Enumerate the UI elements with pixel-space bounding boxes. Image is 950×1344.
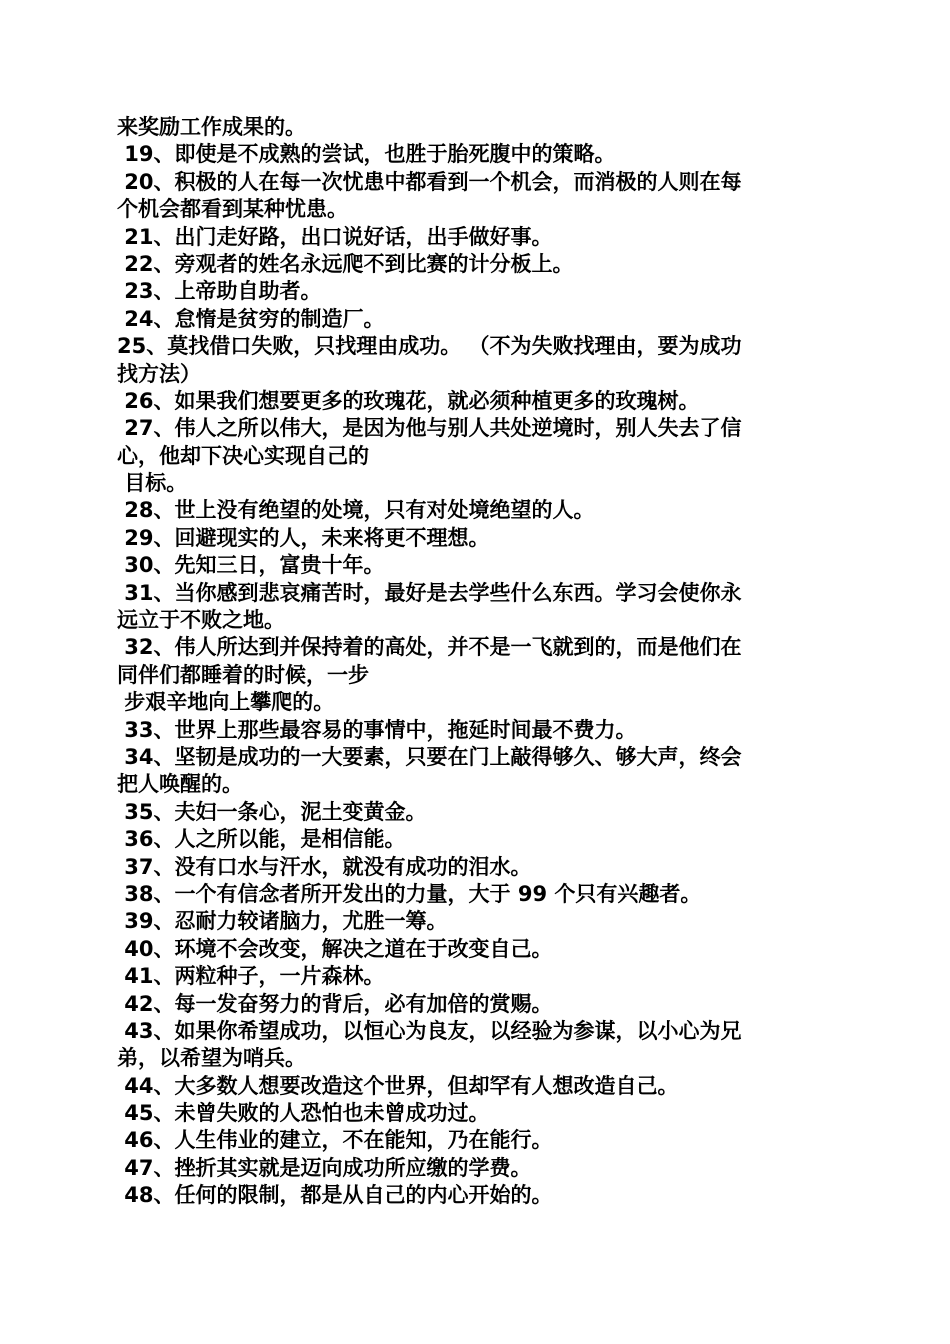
text-line: 同伴们都睡着的时候，一步 <box>117 662 369 687</box>
text-line: 22、旁观者的姓名永远爬不到比赛的计分板上。 <box>117 251 574 276</box>
text-line: 23、上帝助自助者。 <box>117 279 322 304</box>
text-line: 36、人之所以能，是相信能。 <box>117 827 406 852</box>
text-line: 弟，以希望为哨兵。 <box>117 1046 306 1071</box>
text-line: 44、大多数人想要改造这个世界，但却罕有人想改造自己。 <box>117 1073 679 1098</box>
text-line: 心，他却下决心实现自己的 <box>117 443 369 468</box>
text-line: 把人唤醒的。 <box>117 772 243 797</box>
text-line: 47、挫折其实就是迈向成功所应缴的学费。 <box>117 1155 532 1180</box>
text-line: 48、任何的限制，都是从自己的内心开始的。 <box>117 1183 553 1208</box>
text-line: 24、怠惰是贫穷的制造厂。 <box>117 306 385 331</box>
text-line: 37、没有口水与汗水，就没有成功的泪水。 <box>117 854 532 879</box>
text-line: 步艰辛地向上攀爬的。 <box>117 690 335 715</box>
text-line: 45、未曾失败的人恐怕也未曾成功过。 <box>117 1101 490 1126</box>
text-line: 来奖励工作成果的。 <box>117 115 306 139</box>
text-line: 个机会都看到某种忧患。 <box>117 197 348 222</box>
text-line: 46、人生伟业的建立，不在能知，乃在能行。 <box>117 1128 553 1153</box>
text-line: 21、出门走好路，出口说好话，出手做好事。 <box>117 224 553 249</box>
text-line: 42、每一发奋努力的背后，必有加倍的赏赐。 <box>117 991 553 1016</box>
document-page <box>117 114 827 1210</box>
text-line: 40、环境不会改变，解决之道在于改变自己。 <box>117 936 553 961</box>
text-line: 目标。 <box>117 471 188 496</box>
text-line: 25、莫找借口失败，只找理由成功。 （不为失败找理由，要为成功 <box>117 334 742 359</box>
text-line: 35、夫妇一条心，泥土变黄金。 <box>117 799 427 824</box>
text-line: 33、世界上那些最容易的事情中，拖延时间最不费力。 <box>117 717 637 742</box>
text-line: 34、坚韧是成功的一大要素，只要在门上敲得够久、够大声，终会 <box>117 744 742 769</box>
text-line: 找方法） <box>117 361 201 386</box>
text-line: 41、两粒种子，一片森林。 <box>117 964 385 989</box>
text-line: 19、即使是不成熟的尝试，也胜于胎死腹中的策略。 <box>117 142 616 167</box>
text-line: 32、伟人所达到并保持着的高处，并不是一飞就到的，而是他们在 <box>117 635 742 660</box>
text-line: 20、积极的人在每一次忧患中都看到一个机会，而消极的人则在每 <box>117 169 742 194</box>
text-line: 43、如果你希望成功，以恒心为良友，以经验为参谋，以小心为兄 <box>117 1018 742 1043</box>
text-line: 28、世上没有绝望的处境，只有对处境绝望的人。 <box>117 498 595 523</box>
text-line: 38、一个有信念者所开发出的力量，大于 99 个只有兴趣者。 <box>117 881 702 906</box>
text-line: 30、先知三日，富贵十年。 <box>117 553 385 578</box>
text-line: 26、如果我们想要更多的玫瑰花，就必须种植更多的玫瑰树。 <box>117 388 700 413</box>
text-line: 31、当你感到悲哀痛苦时，最好是去学些什么东西。学习会使你永 <box>117 580 742 605</box>
text-line: 39、忍耐力较诸脑力，尤胜一筹。 <box>117 909 448 934</box>
text-line: 27、伟人之所以伟大，是因为他与别人共处逆境时，别人失去了信 <box>117 416 742 441</box>
text-line: 29、回避现实的人，未来将更不理想。 <box>117 525 490 550</box>
text-line: 远立于不败之地。 <box>117 608 285 633</box>
